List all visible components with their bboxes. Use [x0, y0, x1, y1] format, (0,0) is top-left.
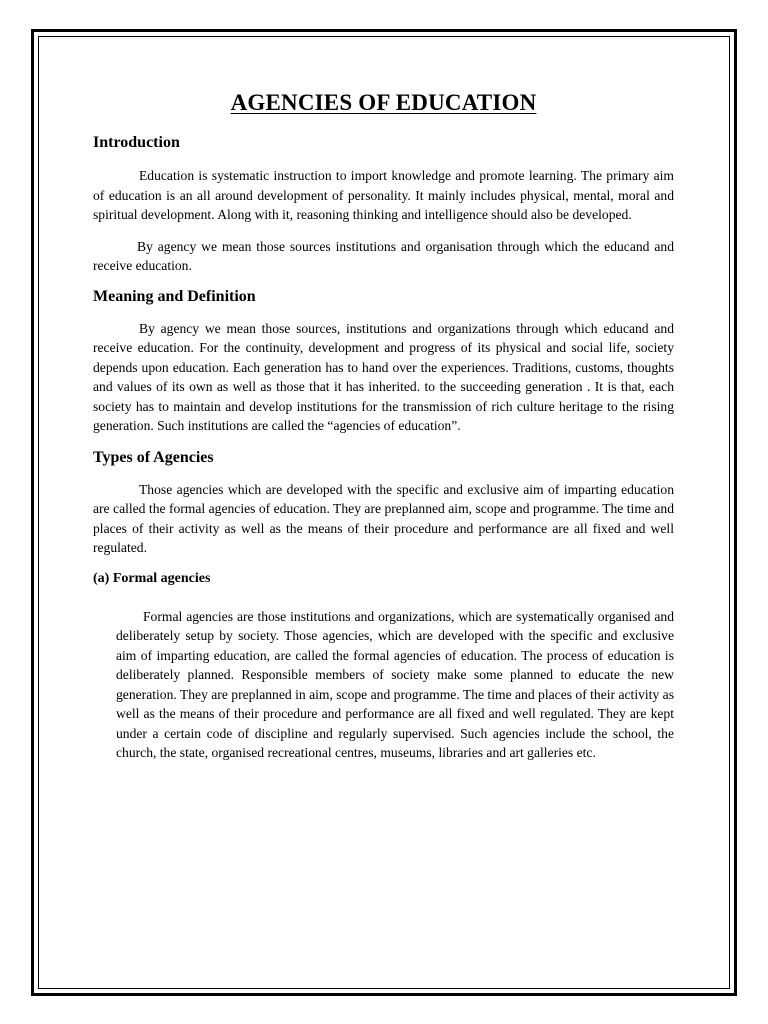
paragraph-introduction-1: Education is systematic instruction to import knowledge and promote learning. The primary aim of education is an all around development of personality. It mainly includes physical, mental, moral and spiritual development. Along with it, reasoning thinking and intelligence should also be developed.	[93, 168, 674, 222]
paragraph-meaning-definition: By agency we mean those sources, institutions and organizations through which educand and receive education. For the continuity, development and progress of its physical and social life, society depends upon education. Each generation has to hand over the experiences. Traditions, customs, thoughts and values of its own as well as those that it has inherited. to the succeeding generation . It is that, each society has to maintain and develop institutions for the transmission of rich culture heritage to the rising generation. Such institutions are called the “agencies of education”.	[93, 320, 674, 433]
document-title: AGENCIES OF EDUCATION	[230, 90, 537, 115]
heading-introduction: Introduction	[93, 134, 180, 151]
heading-meaning-definition: Meaning and Definition	[93, 287, 256, 305]
paragraph-formal-agencies: Formal agencies are those institutions and organizations, which are systematically organised and deliberately setup by society. Those agencies, which are developed with the specific and exclusive aim of imparting education, are called the formal agencies of education. The process of education is deliberately planned. Responsible members of society make some planned to educate the new generation. They are preplanned in aim, scope and programme. The time and places of their activity as well as the means of their procedure and performance are all fixed and well regulated. They are kept under a certain code of discipline and regularly supervised. Such agencies include the school, the church, the state, organised recreational centres, museums, libraries and art galleries etc.	[116, 608, 674, 760]
heading-formal-agencies: (a) Formal agencies	[93, 570, 211, 586]
formal-agencies-block	[116, 607, 674, 763]
heading-types-of-agencies: Types of Agencies	[93, 448, 214, 466]
document-body	[93, 84, 674, 763]
paragraph-introduction-2: By agency we mean those sources institutions and organisation through which the educand and receive education.	[93, 238, 674, 273]
paragraph-types-of-agencies: Those agencies which are developed with the specific and exclusive aim of imparting education are called the formal agencies of education. They are preplanned aim, scope and programme. The time and places of their activity as well as the means of their procedure and performance are all fixed and well regulated.	[93, 481, 674, 555]
